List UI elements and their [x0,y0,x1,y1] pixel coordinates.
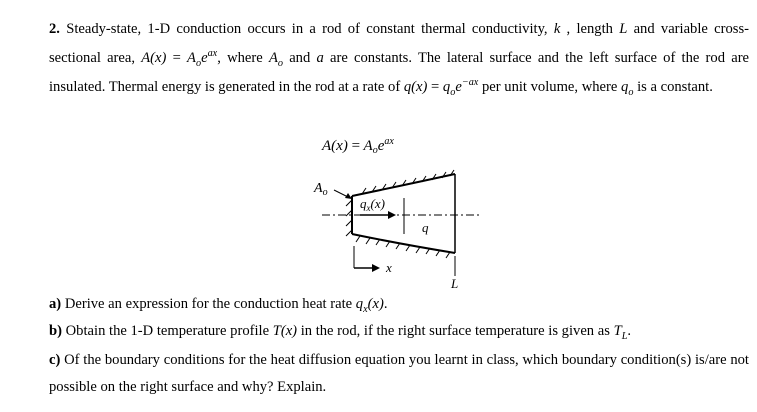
rod-top-edge [352,174,455,196]
is-constant-text: is a constant. [637,79,713,95]
fig-A0-label: $A_o$ [314,181,328,198]
area-text: and variable cross-sectional area, [49,21,749,66]
A0-symbol-2: $A_o$ [268,50,283,69]
part-b-Tx: T(x) [272,323,298,339]
equals-sign-2: = [431,79,440,95]
constants-text: are constants. The lateral surface and the left surface of the rod are insulated. Thermal energy is generated in the rod at a rate of [49,50,750,95]
part-a-qx: $q_x(x)$ [355,296,384,315]
part-a [49,293,749,315]
part-b-period: . [627,323,632,339]
per-unit-text: per unit volume, where [482,79,618,95]
and-text: and [289,50,311,66]
qx-symbol: q(x) [403,79,428,95]
fig-x-label: x [386,260,392,275]
equals-sign: = [172,50,181,66]
qx-arrowhead [388,211,396,219]
part-a-text: Derive an expression for the conduction heat rate [64,296,353,312]
q0-exp-symbol: $q_oe^{-ax}$ [442,77,479,98]
problem-statement: 2. Steady-state, 1-D conduction occurs in a rod of constant thermal conductivity, k , length L and variable cross-sectional area, $A(x) = A_oe^{ax}$, where $A_o$ and a are constants. The lateral surface and the left surface of the rod are insulated. Thermal energy is generated in the rod at a rate of $q(x) = q_oe^{-ax}$ per unit volume, where $q_o$ is a constant. [49,21,750,98]
part-b-label: b) [49,323,62,339]
A0-symbol: $A_oe^{ax}$ [187,48,218,69]
part-c-label: c) [49,352,61,368]
rod-figure [300,128,500,288]
where-text: , where [217,50,263,66]
Ax-symbol: A(x) [141,50,167,66]
part-a-label: a) [49,296,62,312]
part-b-TL: $T_L$ [613,323,628,342]
part-a-period: . [383,296,388,312]
part-b-text2: in the rod, if the right surface temperature is given as [300,323,610,339]
part-b-text: Obtain the 1-D temperature profile [65,323,270,339]
part-b [49,320,749,342]
fig-L-label: L [451,276,459,288]
length-word: length [576,21,613,37]
insulation-hatching-bottom [356,236,450,258]
L-symbol: L [619,21,628,37]
part-c [49,347,749,401]
fig-area-label: $A(x) = A_oe^{ax}$ [322,136,394,156]
a-symbol: a [316,50,324,66]
x-axis-arrowhead [372,264,380,272]
part-c-text: Of the boundary conditions for the heat diffusion equation you learnt in class, which boundary condition(s) is/are not possible on the right surface and why? Explain. [49,352,749,395]
fig-qx-label: $q_x(x)$ [360,196,385,213]
k-symbol: k [553,21,561,37]
problem-number: 2. [49,21,60,37]
intro-text: Steady-state, 1-D conduction occurs in a rod of constant thermal conductivity, [66,21,548,37]
fig-q-label: q [422,220,429,235]
q0-symbol: $q_o$ [621,79,634,98]
